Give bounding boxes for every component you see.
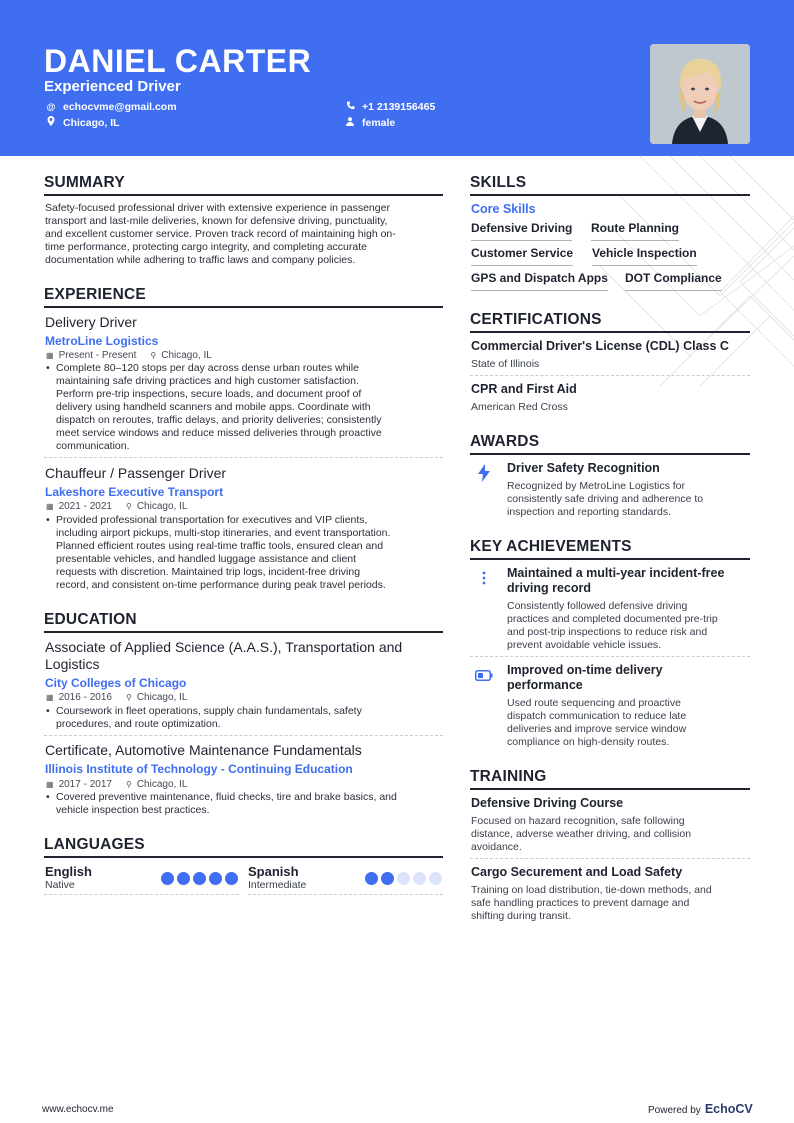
award-line: inspection and reporting standards. xyxy=(507,506,672,518)
languages-rule xyxy=(44,856,443,858)
training-line: avoidance. xyxy=(471,841,522,853)
achievement-line: practices and completed documented pre-trip xyxy=(507,613,718,625)
degree-title: Logistics xyxy=(45,656,100,672)
achievement-title: Maintained a multi-year incident-free xyxy=(507,566,725,580)
achievements-rule xyxy=(470,558,750,560)
calendar-icon: ▦ xyxy=(46,780,54,789)
training-line: safe handling practices to prevent damage and xyxy=(471,897,690,909)
calendar-icon: ▦ xyxy=(46,502,54,511)
email-text: echocvme@gmail.com xyxy=(63,101,177,113)
job-location: Chicago, IL xyxy=(136,501,188,512)
summary-rule xyxy=(44,194,443,196)
job-line: presentable vehicles, and handled luggage assistance and client xyxy=(56,553,357,565)
award-line: consistently safe driving and adherence to xyxy=(507,493,704,505)
contact-email[interactable] xyxy=(46,100,177,114)
award-line: Recognized by MetroLine Logistics for xyxy=(507,480,686,492)
certifications-rule xyxy=(470,331,750,333)
job-meta xyxy=(46,500,187,513)
location-pin-icon: ⚲ xyxy=(125,693,132,702)
education-dates: 2017 - 2017 xyxy=(58,779,112,790)
rating-dot-filled xyxy=(225,872,238,885)
job-line: meet service windows and reduce missed deliveries through proactive xyxy=(56,427,382,439)
calendar-icon: ▦ xyxy=(46,351,54,360)
candidate-name: DANIEL CARTER xyxy=(44,43,312,79)
battery-icon xyxy=(473,664,495,686)
education-dates: 2016 - 2016 xyxy=(58,692,112,703)
location-pin-icon: ⚲ xyxy=(125,502,132,511)
lightning-icon xyxy=(473,462,495,484)
certification-name: Commercial Driver's License (CDL) Class C xyxy=(471,339,729,353)
job-company: MetroLine Logistics xyxy=(45,334,159,348)
vertical-dots-icon xyxy=(473,567,495,589)
phone-icon xyxy=(345,100,355,114)
contact-gender xyxy=(345,116,395,130)
skills-group: Core Skills xyxy=(471,202,536,216)
resume-header xyxy=(0,0,794,156)
job-bullet: • Provided professional transportation for executives and VIP clients, xyxy=(45,514,367,527)
job-title: Delivery Driver xyxy=(45,314,137,330)
skill-tag: Route Planning xyxy=(591,221,679,241)
language-name: English xyxy=(45,864,92,879)
location-pin-icon xyxy=(46,116,56,130)
divider xyxy=(44,894,239,895)
education-heading: EDUCATION xyxy=(44,611,137,628)
achievements-heading: KEY ACHIEVEMENTS xyxy=(470,538,632,555)
degree-title: Certificate, Automotive Maintenance Fundamentals xyxy=(45,742,362,758)
awards-rule xyxy=(470,453,750,455)
achievement-line: Used route sequencing and proactive xyxy=(507,697,681,709)
rating-dot-empty xyxy=(413,872,426,885)
divider xyxy=(44,735,443,736)
awards-heading: AWARDS xyxy=(470,433,540,450)
language-level: Native xyxy=(45,879,75,891)
language-level: Intermediate xyxy=(248,879,307,891)
rating-dot-filled xyxy=(365,872,378,885)
at-icon: @ xyxy=(46,102,56,112)
job-line: dispatch on reroutes, traffic delays, and priority deliveries; consistently xyxy=(56,414,382,426)
job-line: maintaining safe driving practices and high customer satisfaction. xyxy=(56,375,359,387)
summary-heading: SUMMARY xyxy=(44,174,125,191)
achievement-line: Consistently followed defensive driving xyxy=(507,600,688,612)
achievement-line: and post-trip inspections to reduce risk and xyxy=(507,626,708,638)
rating-dot-filled xyxy=(381,872,394,885)
job-title: Chauffeur / Passenger Driver xyxy=(45,465,227,481)
location-text: Chicago, IL xyxy=(63,117,120,129)
achievement-title: Improved on-time delivery xyxy=(507,663,663,677)
language-rating xyxy=(161,872,238,885)
location-pin-icon: ⚲ xyxy=(125,780,132,789)
training-title: Defensive Driving Course xyxy=(471,796,624,810)
education-location: Chicago, IL xyxy=(136,779,188,790)
summary-line: transport and last-mile deliveries, known for defensive driving, punctuality, xyxy=(45,215,388,227)
rating-dot-empty xyxy=(397,872,410,885)
training-line: shifting during transit. xyxy=(471,910,571,922)
gender-text: female xyxy=(362,117,396,129)
candidate-title: Experienced Driver xyxy=(44,78,181,95)
rating-dot-empty xyxy=(429,872,442,885)
summary-line: Safety-focused professional driver with extensive experience in passenger xyxy=(45,202,390,214)
job-dates: 2021 - 2021 xyxy=(58,501,112,512)
calendar-icon: ▦ xyxy=(46,693,54,702)
rating-dot-filled xyxy=(177,872,190,885)
education-line: vehicle inspection best practices. xyxy=(56,804,210,816)
divider xyxy=(470,375,750,376)
job-meta xyxy=(46,349,212,362)
experience-rule xyxy=(44,306,443,308)
person-icon xyxy=(345,116,355,130)
education-bullet: • Covered preventive maintenance, fluid checks, tire and brake basics, and xyxy=(45,791,397,804)
job-location: Chicago, IL xyxy=(161,350,212,361)
job-line: requests with discretion. Maintained trip logs, incident-free driving xyxy=(56,566,361,578)
rating-dot-filled xyxy=(209,872,222,885)
skills-rule xyxy=(470,194,750,196)
achievement-line: prevent avoidable vehicle issues. xyxy=(507,639,662,651)
skill-tag: GPS and Dispatch Apps xyxy=(471,271,608,291)
training-rule xyxy=(470,788,750,790)
education-rule xyxy=(44,631,443,633)
profile-photo xyxy=(650,44,750,144)
job-company: Lakeshore Executive Transport xyxy=(45,485,224,499)
contact-location xyxy=(46,116,120,130)
skill-tag: DOT Compliance xyxy=(625,271,722,291)
education-meta xyxy=(46,691,187,704)
training-title: Cargo Securement and Load Safety xyxy=(471,865,683,879)
job-line: delivery using handheld scanners and mobile apps. Coordinate with xyxy=(56,401,371,413)
achievement-title: performance xyxy=(507,678,583,692)
job-line: Perform pre-trip inspections, secure loads, and document proof of xyxy=(56,388,362,400)
language-rating xyxy=(365,872,442,885)
footer-powered-by[interactable] xyxy=(648,1102,753,1116)
skills-heading: SKILLS xyxy=(470,174,527,191)
school-name: City Colleges of Chicago xyxy=(45,676,187,690)
divider xyxy=(470,858,750,859)
footer-website[interactable]: www.echocv.me xyxy=(42,1104,114,1115)
job-dates: Present - Present xyxy=(58,350,137,361)
job-line: including airport pickups, multi-stop itineraries, and event transportation. xyxy=(56,527,391,539)
divider xyxy=(248,894,443,895)
education-line: procedures, and route optimization. xyxy=(56,718,221,730)
job-line: Planned efficient routes using real-time traffic tools, ensured clean and xyxy=(56,540,384,552)
training-heading: TRAINING xyxy=(470,768,547,785)
job-line: communication. xyxy=(56,440,130,452)
certifications-heading: CERTIFICATIONS xyxy=(470,311,602,328)
education-meta xyxy=(46,778,187,791)
divider xyxy=(44,457,443,458)
achievement-line: compliance on high-density routes. xyxy=(507,736,670,748)
language-name: Spanish xyxy=(248,864,299,879)
skill-tag: Customer Service xyxy=(471,246,573,266)
school-name: Illinois Institute of Technology - Continuing Education xyxy=(45,762,353,776)
certification-issuer: American Red Cross xyxy=(471,401,568,413)
achievement-line: dispatch communication to reduce late xyxy=(507,710,687,722)
education-location: Chicago, IL xyxy=(136,692,188,703)
training-line: distance, adverse weather driving, and collision xyxy=(471,828,692,840)
summary-line: time performance, protecting cargo integrity, and completing accurate xyxy=(45,241,367,253)
rating-dot-filled xyxy=(161,872,174,885)
certification-issuer: State of Illinois xyxy=(471,358,540,370)
job-line: record, and consistent on-time performance during peak travel periods. xyxy=(56,579,386,591)
brand-name: EchoCV xyxy=(704,1102,753,1116)
skill-tag: Vehicle Inspection xyxy=(592,246,697,266)
skill-tag: Defensive Driving xyxy=(471,221,572,241)
award-title: Driver Safety Recognition xyxy=(507,461,660,475)
summary-line: and excellent customer service. Proven track record of maintaining high on- xyxy=(45,228,396,240)
phone-text: +1 2139156465 xyxy=(362,101,436,113)
divider xyxy=(470,656,750,657)
training-line: Focused on hazard recognition, safe following xyxy=(471,815,685,827)
certification-name: CPR and First Aid xyxy=(471,382,577,396)
degree-title: Associate of Applied Science (A.A.S.), Transportation and xyxy=(45,639,403,655)
contact-phone[interactable] xyxy=(345,100,435,114)
rating-dot-filled xyxy=(193,872,206,885)
achievement-line: deliveries and improve service window xyxy=(507,723,687,735)
summary-line: documentation while adhering to traffic laws and company policies. xyxy=(45,254,356,266)
education-bullet: • Coursework in fleet operations, supply chain fundamentals, safety xyxy=(45,705,362,718)
location-pin-icon: ⚲ xyxy=(150,351,157,360)
training-line: Training on load distribution, tie-down methods, and xyxy=(471,884,712,896)
languages-heading: LANGUAGES xyxy=(44,836,145,853)
achievement-title: driving record xyxy=(507,581,592,595)
job-bullet: • Complete 80–120 stops per day across dense urban routes while xyxy=(45,362,359,375)
experience-heading: EXPERIENCE xyxy=(44,286,146,303)
powered-by-text: Powered by xyxy=(648,1105,701,1116)
